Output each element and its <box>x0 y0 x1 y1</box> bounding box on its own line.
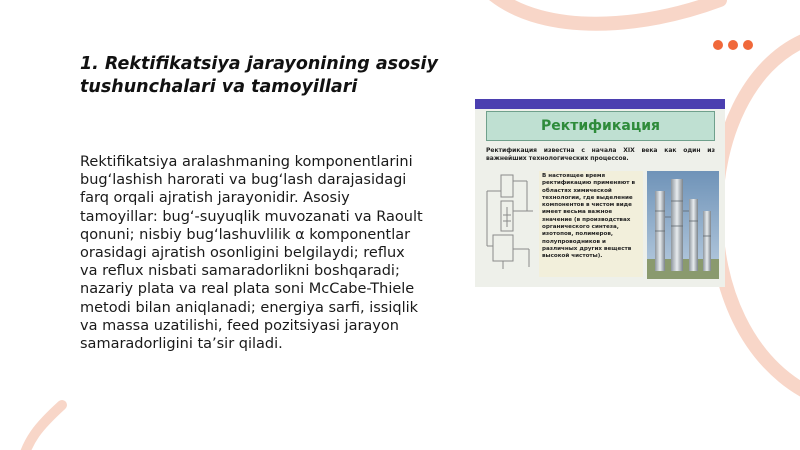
slide-title: 1. Rektifikatsiya jarayonining asosiy tushunchalari va tamoyillari <box>80 54 438 97</box>
accent-dot <box>743 40 753 50</box>
bottom-left-arc <box>20 405 62 450</box>
accent-dot <box>713 40 723 50</box>
top-arc <box>494 0 720 24</box>
distillation-column-schema <box>483 171 537 271</box>
right-arc <box>716 40 800 395</box>
accent-dot <box>728 40 738 50</box>
accent-dots <box>713 40 753 50</box>
figure-top-bar <box>475 99 725 109</box>
distillation-columns-photo <box>647 171 719 279</box>
figure-intro-text: Ректификация известна с начала XIX века как один из важнейших технологических процессов. <box>486 147 715 162</box>
figure-heading: Ректификация <box>486 111 715 141</box>
figure-note-text: В настоящее время ректификацию применяют в областях химической технологии, где выделение компонентов в чистом виде имеет весьма важное значение (в производствах органического синтеза, изотопов, полимеров, полупроводников и различных других веществ высокой чистоты). <box>539 171 643 277</box>
rectification-figure <box>475 99 725 287</box>
slide-body-text: Rektifikatsiya aralashmaning komponentlarini bug‘lashish harorati va bug‘lash darajasidagi farq orqali ajratish jarayonidir. Asosiy tamoyillar: bug‘-suyuqlik muvozanati va Raoult qonuni; nisbiy bug‘lashuvlilik α komponentlar orasidagi ajratish osonligini belgilaydi; reflux va reflux nisbati samaradorlikni boshqaradi; nazariy plata va real plata soni McCabe-Thiele metodi bilan aniqlanadi; energiya sarfi, issiqlik va massa uzatilishi, feed pozitsiyasi jarayon samaradorligini ta’sir qiladi. <box>80 154 423 353</box>
